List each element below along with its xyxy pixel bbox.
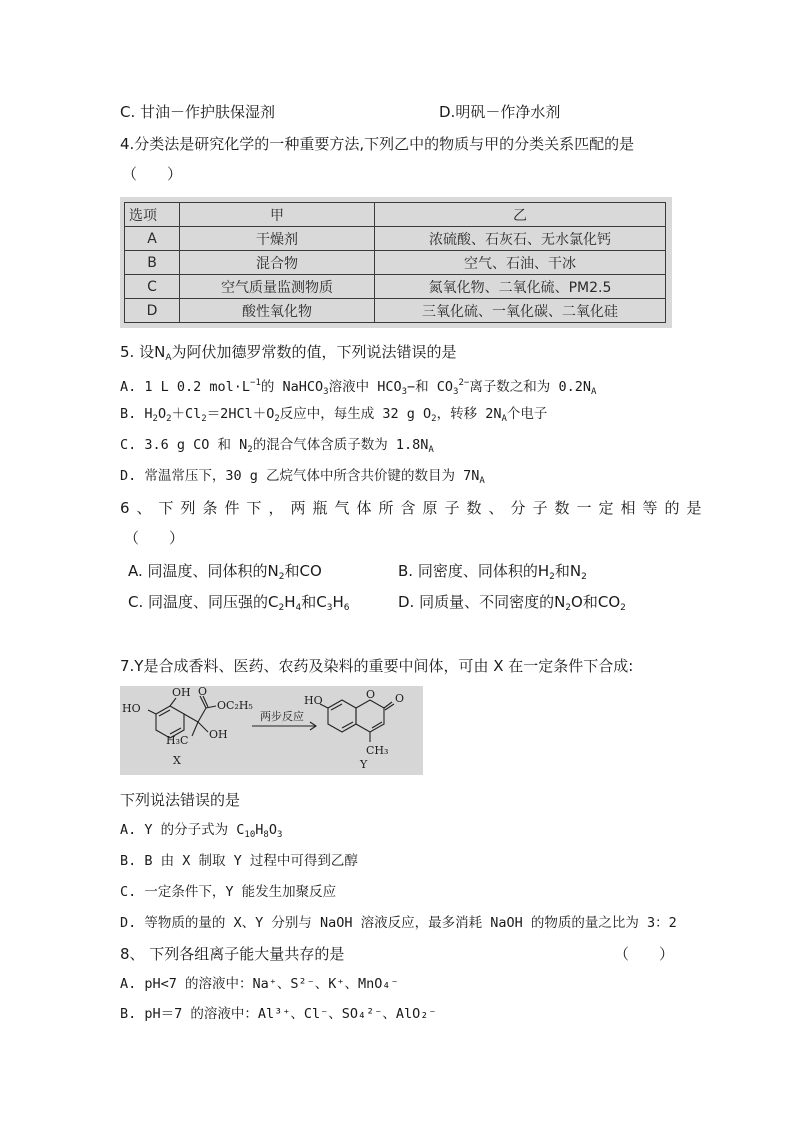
table-cell: 浓硫酸、石灰石、无水氯化钙: [375, 227, 666, 251]
q8-stem: 8、 下列各组离子能大量共存的是: [120, 945, 345, 963]
table-row: [125, 251, 666, 275]
compound-y-label: Y: [360, 758, 368, 771]
table-cell: 混合物: [180, 251, 375, 275]
q4-stem: 4.分类法是研究化学的一种重要方法,下列乙中的物质与甲的分类关系匹配的是: [120, 135, 635, 153]
q6-stem: 6、下列条件下，两瓶气体所含原子数、分子数一定相等的是: [120, 499, 709, 517]
table-cell: 酸性氧化物: [180, 299, 375, 323]
table-row: [125, 299, 666, 323]
q6-option-b: B. 同密度、同体积的$H_2$和$N_2$: [398, 562, 587, 582]
ho-label: HO: [122, 702, 141, 715]
q5-option-d: D. 常温常压下，30 g 乙烷气体中所含共价键的数目为 $7N_A$: [120, 468, 485, 486]
q7-stem: 7.Y是合成香料、医药、农药及染料的重要中间体，可由 X 在一定条件下合成:: [120, 657, 634, 675]
carbonyl-o-label: O: [395, 692, 405, 705]
table-cell: C: [125, 275, 180, 299]
q7-intro: 下列说法错误的是: [120, 791, 241, 809]
reaction-scheme: [120, 686, 423, 775]
ring-o-label: O: [366, 688, 376, 701]
q7-option-a: A. Y 的分子式为 $C_{10}H_8O_3$: [120, 822, 283, 840]
table-header-row: [125, 203, 666, 227]
q5-stem: 5. 设$N_A$为阿伏加德罗常数的值，下列说法错误的是: [120, 343, 457, 363]
q4-table-photo: [120, 197, 672, 328]
q3-option-c: C. 甘油－作护肤保湿剂: [120, 103, 276, 121]
table-cell: 干燥剂: [180, 227, 375, 251]
q6-answer-paren: （ ）: [124, 529, 185, 547]
q8-option-a: A. pH<7 的溶液中：Na⁺、S²⁻、K⁺、MnO₄⁻: [120, 976, 399, 992]
q6-option-c: C. 同温度、同压强的$C_2H_4$和$C_3H_6$: [128, 593, 350, 613]
h3c-label: H₃C: [166, 734, 189, 747]
table-cell: 氮氧化物、二氧化硫、PM2.5: [375, 275, 666, 299]
table-header-jia: 甲: [180, 203, 375, 227]
oh-label: OH: [209, 728, 228, 741]
oc2h5-label: OC₂H₅: [217, 699, 253, 712]
q5-option-b: B. $H_2O_2+Cl_2=2HCl+O_2$反应中，每生成 32 g $O_2$，转移 $2N_A$个电子: [120, 406, 548, 424]
ch3-label: CH₃: [366, 744, 389, 757]
q7-option-d: D. 等物质的量的 X、Y 分别与 NaOH 溶液反应，最多消耗 NaOH 的物质的量之比为 3：2: [120, 915, 677, 931]
table-cell: 三氧化硫、一氧化碳、二氧化硅: [375, 299, 666, 323]
arrow-label: 两步反应: [260, 710, 304, 723]
oh-label-top: OH: [172, 686, 191, 699]
table-cell: A: [125, 227, 180, 251]
q7-option-c: C. 一定条件下，Y 能发生加聚反应: [120, 884, 337, 900]
q6-option-a: A. 同温度、同体积的$N_2$和CO: [128, 562, 322, 582]
table-cell: 空气质量监测物质: [180, 275, 375, 299]
q5-option-c: C. 3.6 g CO 和 $N_2$的混合气体含质子数为 $1.8N_A$: [120, 437, 434, 455]
table-cell: 空气、石油、干冰: [375, 251, 666, 275]
o-label: O: [198, 686, 208, 698]
table-header-yi: 乙: [375, 203, 666, 227]
q3-option-d: D.明矾－作净水剂: [439, 103, 561, 121]
table-cell: B: [125, 251, 180, 275]
q4-table: [124, 202, 666, 323]
compound-x-label: X: [173, 754, 181, 767]
table-cell: D: [125, 299, 180, 323]
table-row: [125, 227, 666, 251]
q7-option-b: B. B 由 X 制取 Y 过程中可得到乙醇: [120, 853, 358, 869]
q6-option-d: D. 同质量、不同密度的$N_2O$和$CO_2$: [398, 593, 626, 613]
q8-answer-paren: （ ）: [614, 945, 675, 963]
q7-reaction-scheme-photo: [120, 686, 423, 775]
q4-answer-paren: （ ）: [122, 165, 183, 183]
q5-option-a: A. 1 L 0.2 $mol\cdot L^{-1}$的 NaHCO$_3$溶液中 $HCO_3-$和 $CO_3^{2-}$离子数之和为 $0.2N_A$: [120, 378, 597, 397]
q8-option-b: B. pH＝7 的溶液中：Al³⁺、Cl⁻、SO₄²⁻、AlO₂⁻: [120, 1006, 437, 1022]
table-header-option: 选项: [125, 203, 180, 227]
table-row: [125, 275, 666, 299]
ho-label-y: HO: [304, 694, 323, 707]
